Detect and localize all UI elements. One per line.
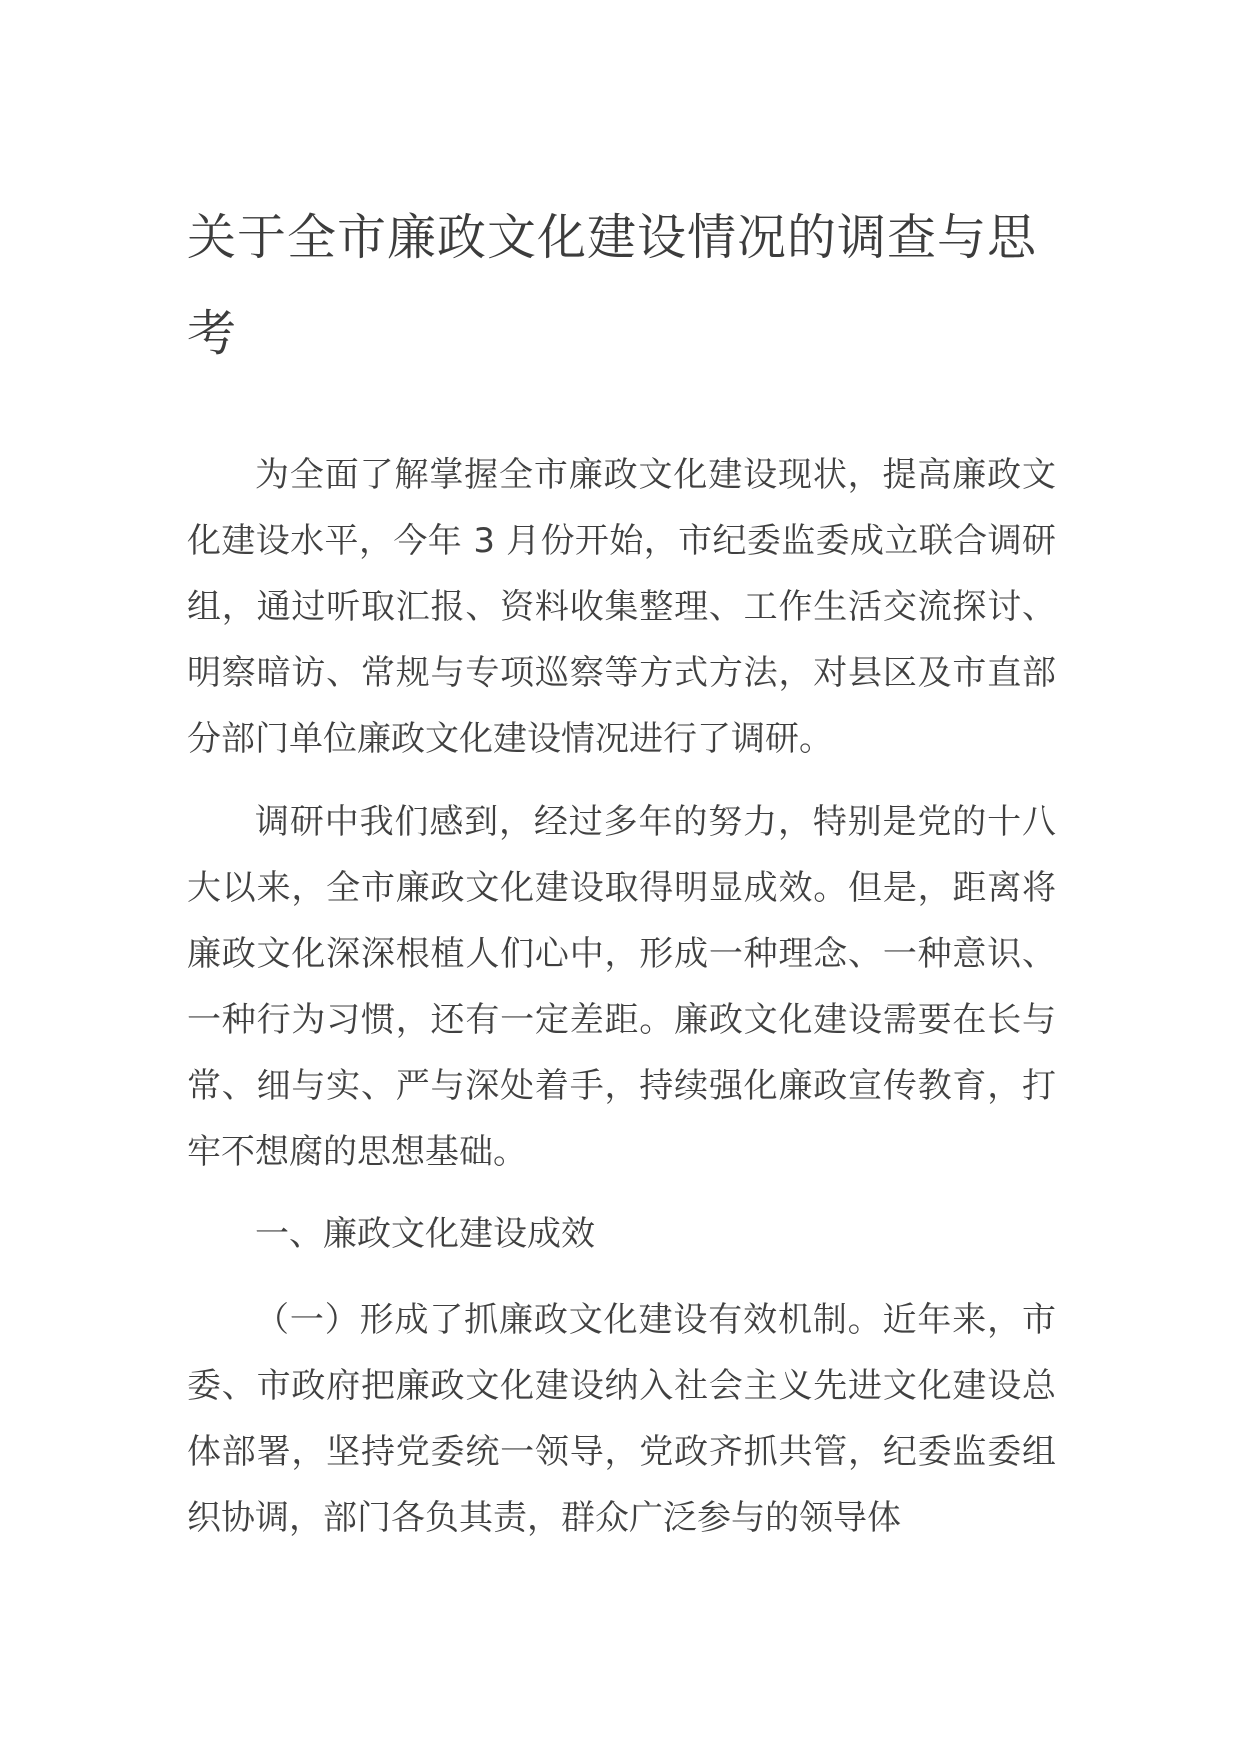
paragraph-findings: 调研中我们感到，经过多年的努力，特别是党的十八大以来，全市廉政文化建设取得明显成效。但是，距离将廉政文化深深根植人们心中，形成一种理念、一种意识、一种行为习惯，还有一定差距。廉政文化建设需要在长与常、细与实、严与深处着手，持续强化廉政宣传教育，打牢不想腐的思想基础。 — [187, 802, 1056, 1172]
document-title: 关于全市廉政文化建设情况的调查与思考 — [187, 209, 1038, 362]
paragraph-intro: 为全面了解掌握全市廉政文化建设现状，提高廉政文化建设水平，今年 3 月份开始，市纪委监委成立联合调研组，通过听取汇报、资料收集整理、工作生活交流探讨、明察暗访、常规与专项巡察等方式方法，对县区及市直部分部门单位廉政文化建设情况进行了调研。 — [187, 455, 1056, 759]
paragraph-subsection-1: （一）形成了抓廉政文化建设有效机制。近年来，市委、市政府把廉政文化建设纳入社会主义先进文化建设总体部署，坚持党委统一领导，党政齐抓共管，纪委监委组织协调，部门各负其责，群众广泛参与的领导体 — [187, 1300, 1056, 1538]
section-heading: 一、廉政文化建设成效 — [255, 1214, 595, 1254]
